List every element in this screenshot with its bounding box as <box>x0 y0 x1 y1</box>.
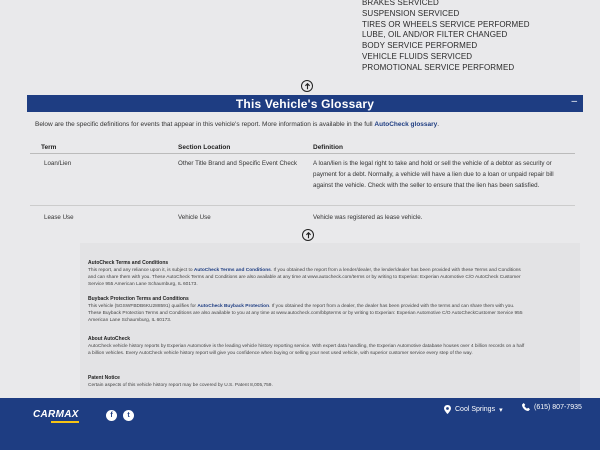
section-cell: Other Title Brand and Specific Event Check <box>178 160 297 167</box>
service-item: BRAKES SERVICED <box>362 0 439 7</box>
legal-section <box>80 243 580 398</box>
phone-number: (615) 807-7935 <box>534 403 582 411</box>
service-item: PROMOTIONAL SERVICE PERFORMED <box>362 62 515 72</box>
autocheck-glossary-link[interactable]: AutoCheck glossary <box>374 121 438 128</box>
section-cell: Vehicle Use <box>178 214 211 221</box>
about-heading: About AutoCheck <box>88 336 131 342</box>
service-item: SUSPENSION SERVICED <box>362 8 460 18</box>
patent-block <box>88 375 528 389</box>
terms-link[interactable]: AutoCheck Terms and Conditions <box>193 268 271 273</box>
glossary-title: This Vehicle's Glossary <box>235 97 375 111</box>
service-item: VEHICLE FLUIDS SERVICED <box>362 51 473 61</box>
twitter-icon[interactable]: t <box>123 410 134 421</box>
scroll-to-top-button[interactable] <box>301 80 313 92</box>
service-list <box>362 0 530 74</box>
terms-text: This report, and any reliance upon it, is subject to <box>88 268 194 273</box>
buyback-text: This vehicle (5GSWFBDB6KU288591) qualifies for <box>88 304 198 309</box>
chevron-down-icon: ▾ <box>499 406 503 414</box>
column-header-definition: Definition <box>313 144 343 151</box>
service-item: LUBE, OIL AND/OR FILTER CHANGED <box>362 30 508 40</box>
buyback-heading: Buyback Protection Terms and Conditions <box>88 296 189 302</box>
glossary-intro <box>35 121 439 128</box>
term-cell: Loan/Lien <box>44 160 72 167</box>
carmax-logo[interactable] <box>33 409 79 420</box>
intro-text: Below are the specific definitions for events that appear in this vehicle's report. More information is available in the full <box>35 121 375 128</box>
logo-text: CARMAX <box>33 409 79 420</box>
arrow-up-icon <box>304 83 311 90</box>
store-name: Cool Springs <box>455 406 496 413</box>
glossary-table-header <box>30 140 575 154</box>
phone-icon <box>522 403 530 411</box>
table-row <box>30 158 575 206</box>
phone-link[interactable] <box>522 403 582 411</box>
column-header-section: Section Location <box>178 144 231 151</box>
table-row <box>30 212 575 232</box>
buyback-block <box>88 296 528 324</box>
buyback-text-rest: . If you obtained the report from a dealer, the dealer has been provided with the terms and can share them with you. These Buyback Protection Terms and Conditions are also available to you at any time at www.autocheck.com/bbpterms or by writing to Experian: Experian Automotive C/O AutoCheckCustomer Service 955 American Lane Schaumburg, IL 60173. <box>88 304 523 323</box>
collapse-button[interactable]: – <box>571 96 577 107</box>
patent-heading: Patent Notice <box>88 375 120 381</box>
intro-end: . <box>437 121 440 128</box>
terms-text-rest: . If you obtained the report from a lender/dealer, the lender/dealer has been provided with these Terms and Conditions and can share them with you. These AutoCheck Terms and Conditions are also available at any time at www.autocheck.com/terms or by writing to Experian: Experian Automotive C/O AutoCheck Customer Service 955 American Lane Schaumburg, IL 60173. <box>88 268 521 287</box>
definition-cell: A loan/lien is the legal right to take and hold or sell the vehicle of a debtor as security or payment for a debt. Normally, a vehicle will have a lien due to a loan or unpaid repair bill against the vehicle. Check with the seller to ensure that the lien has been satisfied. <box>313 160 554 189</box>
definition-cell: Vehicle was registered as lease vehicle. <box>313 214 423 221</box>
service-item: TIRES OR WHEELS SERVICE PERFORMED <box>362 19 530 29</box>
about-block <box>88 336 528 357</box>
location-pin-icon <box>444 405 451 414</box>
scroll-to-top-button[interactable] <box>302 229 314 241</box>
buyback-link[interactable]: AutoCheck Buyback Protection <box>197 304 270 309</box>
terms-block <box>88 260 528 288</box>
about-text: AutoCheck vehicle history reports by Experian Automotive is the leading vehicle history reporting service. With expert data handling, the Experian Automotive database houses over 4 billion records on a half a billion vehicles. Every AutoCheck vehicle history report will give you confidence when buying or selling your next used vehicle, with superior customer service every step of the way. <box>88 344 525 356</box>
glossary-header <box>27 95 583 112</box>
column-header-term: Term <box>41 144 57 151</box>
term-cell: Lease Use <box>44 214 74 221</box>
terms-heading: AutoCheck Terms and Conditions <box>88 260 169 266</box>
service-item: BODY SERVICE PERFORMED <box>362 41 478 51</box>
logo-underline <box>51 421 79 423</box>
patent-text: Certain aspects of this vehicle history report may be covered by U.S. Patent 8,005,759. <box>88 383 273 388</box>
footer <box>0 398 600 450</box>
store-selector[interactable] <box>444 405 503 414</box>
arrow-up-icon <box>305 232 312 239</box>
facebook-icon[interactable]: f <box>106 410 117 421</box>
